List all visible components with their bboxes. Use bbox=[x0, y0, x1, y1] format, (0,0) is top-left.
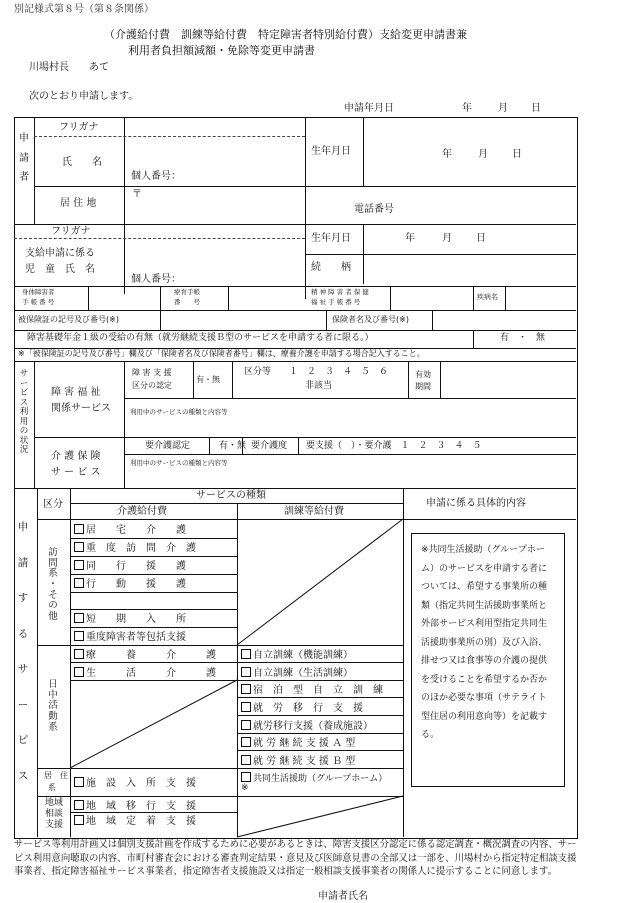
group-home-note: ※共同生活援助（グループホーム）のサービスを申請する者については、希望する事業所の種類（指定共同生活援助事業所と外部サービス利用型指定共同生活援助事業所の別）及び入浴、排せつ又は食事等の介護の提供を受けることを希望するか否かのほか必要な事項（サテライト型住居の利用意向等）を記載する。 bbox=[421, 545, 548, 740]
child-individual-number-label: 個人番号： bbox=[131, 274, 181, 285]
child-birthdate-label: 生年月日 bbox=[311, 233, 351, 244]
class-numbers: １ ２ ３ ４ ５ ６ bbox=[289, 367, 389, 377]
child-name-label-line1: 支給申請に係る bbox=[25, 248, 95, 259]
applicant-address-label: 居 住 地 bbox=[60, 198, 97, 209]
addressee: 川場村長 あて bbox=[29, 62, 109, 73]
training-item-employment-a[interactable]: 就 労 継 続 支 援 Ａ 型 bbox=[241, 737, 355, 749]
training-item-functional[interactable]: 自立訓練（機能訓練） bbox=[241, 649, 353, 661]
support-cert-label-line2: 区分の認定 bbox=[132, 381, 172, 390]
group-home-note-mark: ※ bbox=[241, 783, 249, 793]
service-types-header: サービスの種類 bbox=[196, 490, 266, 501]
date-month-unit: 月 bbox=[498, 103, 508, 114]
date-year-unit: 年 bbox=[462, 103, 472, 114]
details-header: 申請に係る具体的内容 bbox=[426, 498, 526, 509]
physical-cert-label-line2: 手 帳 番 号 bbox=[22, 298, 55, 306]
welfare-in-use-label: 利用中のサービスの種類と内容等 bbox=[130, 408, 228, 416]
visit-category-label: 訪 問 系 ・ そ の 他 bbox=[48, 547, 58, 622]
class-label: 区分等 bbox=[244, 367, 272, 377]
form-title-line2: 利用者負担額減額・免除等変更申請書 bbox=[128, 44, 315, 57]
service-item-home-care[interactable]: 居 宅 介 護 bbox=[74, 524, 186, 536]
care-in-use-label: 利用中のサービスの種類と内容等 bbox=[130, 459, 228, 467]
pension-options: 有 ・ 無 bbox=[500, 333, 546, 343]
not-applicable-label: 非該当 bbox=[305, 381, 333, 391]
service-item-severe-visit-care[interactable]: 重 度 訪 問 介 護 bbox=[74, 542, 196, 554]
child-furigana-label: フリガナ bbox=[51, 226, 91, 237]
residence-category-label-line1: 居 住 bbox=[44, 771, 68, 780]
welfare-services-label-line2: 関係サービス bbox=[51, 403, 111, 414]
service-item-accompany-support[interactable]: 同 行 援 護 bbox=[74, 560, 186, 572]
care-insurance-label-line2: サ ー ビ ス bbox=[51, 467, 101, 478]
support-cert-presence: 有・無 bbox=[196, 375, 220, 384]
form-number: 別記様式第８号（第８条関係） bbox=[14, 4, 154, 15]
child-birth-month-unit: 月 bbox=[442, 233, 452, 244]
child-birth-year-unit: 年 bbox=[405, 233, 415, 244]
postal-mark: 〒 bbox=[132, 189, 142, 200]
support-cert-label-line1: 障 害 支 援 bbox=[132, 368, 172, 377]
category-header: 区分 bbox=[43, 499, 63, 510]
consent-text: サービス等利用計画又は個別支援計画を作成するために必要があるときは、障害支援区分認定に係る認定調査・概況調査の内容、サービス利用意向聴取の内容、市町村審査会における審査判定結果・意見及び医師意見書の全部又は一部を、川場村から指定特定相談支援事業者、指定障害福祉サービス事業者、指定障害者支援施設又は指定一般相談支援事業者の関係人に提示することに同意します。 bbox=[14, 839, 577, 877]
form-title-line1: （介護給付費 訓練等給付費 特定障害者特別給付費）支給変更申請書兼 bbox=[104, 28, 467, 41]
care-levels: 要支援（ ）・要介護 １ ２ ３ ４ ５ bbox=[306, 441, 482, 451]
residence-category-label-line2: 系 bbox=[48, 783, 56, 792]
care-benefit-header: 介護給付費 bbox=[117, 506, 167, 517]
applicant-name-label: 氏 名 bbox=[62, 157, 102, 168]
intro-text: 次のとおり申請します。 bbox=[29, 91, 139, 102]
rehab-cert-label-line1: 療育手帳 bbox=[174, 288, 200, 296]
usage-section-label: サ ー ビ ス 利 用 の 状 況 bbox=[19, 369, 29, 456]
day-activity-category-label: 日 中 活 動 系 bbox=[48, 679, 58, 733]
applicant-birth-month-unit: 月 bbox=[478, 149, 488, 160]
valid-period-label-line1: 有効 bbox=[415, 370, 431, 379]
relation-label: 続 柄 bbox=[311, 262, 351, 273]
service-item-short-stay[interactable]: 短 期 入 所 bbox=[74, 613, 186, 625]
training-item-employment-b[interactable]: 就 労 継 続 支 援 Ｂ 型 bbox=[241, 755, 355, 767]
service-item-community-settlement[interactable]: 地 域 定 着 支 援 bbox=[74, 815, 196, 827]
service-item-medical-care[interactable]: 療 養 介 護 bbox=[74, 649, 216, 661]
community-category-label: 地域 相談 支援 bbox=[44, 798, 63, 830]
physical-cert-label-line1: 身体障害者 bbox=[22, 288, 55, 296]
disease-label: 疾病名 bbox=[477, 293, 498, 301]
rehab-cert-label-line2: 番 号 bbox=[174, 298, 200, 306]
service-item-community-transition[interactable]: 地 域 移 行 支 援 bbox=[74, 800, 196, 812]
applicant-section-label: 申 請 者 bbox=[19, 133, 29, 183]
service-item-behavior-support[interactable]: 行 動 援 護 bbox=[74, 578, 186, 590]
training-item-residential[interactable]: 宿 泊 型 自 立 訓 練 bbox=[241, 684, 383, 696]
service-item-facility-support[interactable]: 施 設 入 所 支 援 bbox=[74, 777, 196, 789]
applicant-birth-year-unit: 年 bbox=[442, 149, 452, 160]
applicant-furigana-label: フリガナ bbox=[59, 122, 99, 133]
care-insurance-label-line1: 介 護 保 険 bbox=[51, 451, 101, 462]
training-item-employment-transition-training[interactable]: 就労移行支援（養成施設） bbox=[241, 720, 373, 732]
mental-cert-label-line1: 精 神 障 害 者 保 健 bbox=[311, 288, 369, 296]
valid-period-label-line2: 期間 bbox=[415, 382, 431, 391]
welfare-services-label-line1: 障 害 福 祉 bbox=[51, 387, 101, 398]
care-degree-label: 要介護度 bbox=[251, 441, 288, 451]
applicant-birthdate-label: 生年月日 bbox=[311, 146, 351, 157]
insurer-label: 保険者名及び番号(※) bbox=[332, 315, 409, 324]
services-section-label: 申 請 す る サ ー ビ ス bbox=[17, 521, 29, 782]
date-day-unit: 日 bbox=[531, 103, 541, 114]
training-item-employment-transition[interactable]: 就 労 移 行 支 援 bbox=[241, 702, 363, 714]
child-name-label-line2: 児 童 氏 名 bbox=[25, 264, 95, 275]
mental-cert-label-line2: 福 祉 手 帳 番 号 bbox=[311, 298, 361, 306]
application-date-label: 申請年月日 bbox=[344, 103, 394, 114]
service-item-life-care[interactable]: 生 活 介 護 bbox=[74, 667, 216, 679]
phone-label: 電話番号 bbox=[354, 204, 394, 215]
applicant-birth-day-unit: 日 bbox=[512, 149, 522, 160]
training-benefit-header: 訓練等給付費 bbox=[284, 506, 344, 517]
insurance-card-label: 被保険証の記号及び番号(※) bbox=[18, 315, 119, 324]
applicant-individual-number-label: 個人番号： bbox=[131, 171, 181, 182]
training-item-living[interactable]: 自立訓練（生活訓練） bbox=[241, 667, 353, 679]
applicant-signature-label: 申請者氏名 bbox=[318, 891, 368, 902]
care-cert-presence: 有・無 bbox=[219, 441, 247, 451]
service-item-comprehensive-support[interactable]: 重度障害者等包括支援 bbox=[74, 631, 186, 643]
child-birth-day-unit: 日 bbox=[476, 233, 486, 244]
training-item-group-home[interactable]: 共同生活援助（グループホーム） bbox=[241, 772, 387, 784]
care-cert-label: 要介護認定 bbox=[145, 441, 191, 451]
pension-question: 障害基礎年金１級の受給の有無（就労継続支援Ｂ型のサービスを申請する者に限る。） bbox=[27, 333, 374, 343]
insurance-footnote: ※「被保険証の記号及び番号」欄及び「保険者名及び保険者番号」欄は、療養介護を申請する場合記入すること。 bbox=[18, 349, 425, 358]
